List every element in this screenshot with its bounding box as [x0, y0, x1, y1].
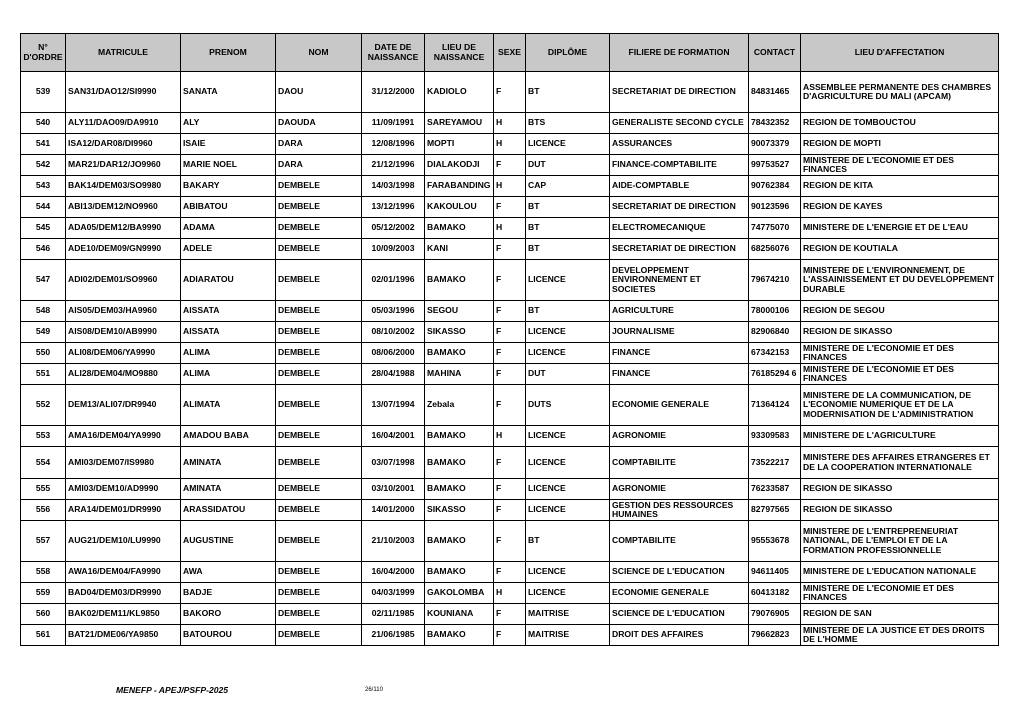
cell-contact: 71364124 [749, 385, 801, 426]
cell-date-naissance: 14/03/1998 [362, 176, 425, 197]
cell-filiere: FINANCE [610, 364, 749, 385]
cell-diplome: BTS [526, 113, 610, 134]
cell-lieu-naissance: MAHINA [425, 364, 494, 385]
cell-contact: 73522217 [749, 447, 801, 479]
cell-lieu-naissance: KANI [425, 239, 494, 260]
cell-sexe: F [494, 364, 526, 385]
table-row [21, 625, 999, 646]
cell-prenom: AMADOU BABA [181, 426, 276, 447]
cell-ordre: 551 [21, 364, 66, 385]
cell-affectation: REGION DE KITA [801, 176, 999, 197]
cell-filiere: ECONOMIE GENERALE [610, 385, 749, 426]
cell-matricule: AMI03/DEM10/AD9990 [66, 479, 181, 500]
cell-affectation: MINISTERE DE LA JUSTICE ET DES DROITS DE L'HOMME [801, 625, 999, 646]
table-row [21, 604, 999, 625]
table-header-row [21, 34, 999, 72]
table-row [21, 72, 999, 113]
cell-diplome: BT [526, 218, 610, 239]
cell-lieu-naissance: BAMAKO [425, 426, 494, 447]
table-row [21, 343, 999, 364]
cell-prenom: ALIMA [181, 364, 276, 385]
cell-prenom: SANATA [181, 72, 276, 113]
cell-prenom: ALIMA [181, 343, 276, 364]
footer-reference: MENEFP - APEJ/PSFP-2025 [116, 685, 229, 695]
cell-affectation: REGION DE MOPTI [801, 134, 999, 155]
cell-matricule: ALI08/DEM06/YA9990 [66, 343, 181, 364]
cell-sexe: F [494, 447, 526, 479]
cell-matricule: ADE10/DEM09/GN9990 [66, 239, 181, 260]
cell-date-naissance: 02/11/1985 [362, 604, 425, 625]
cell-contact: 79674210 [749, 260, 801, 301]
cell-matricule: ARA14/DEM01/DR9990 [66, 500, 181, 521]
cell-ordre: 539 [21, 72, 66, 113]
cell-filiere: AGRONOMIE [610, 479, 749, 500]
cell-date-naissance: 10/09/2003 [362, 239, 425, 260]
cell-matricule: BAT21/DME06/YA9850 [66, 625, 181, 646]
cell-contact: 67342153 [749, 343, 801, 364]
cell-prenom: BADJE [181, 583, 276, 604]
cell-date-naissance: 05/03/1996 [362, 301, 425, 322]
cell-ordre: 544 [21, 197, 66, 218]
cell-prenom: ALY [181, 113, 276, 134]
cell-filiere: GESTION DES RESSOURCES HUMAINES [610, 500, 749, 521]
table-row [21, 301, 999, 322]
cell-filiere: COMPTABILITE [610, 521, 749, 562]
table-row [21, 197, 999, 218]
cell-affectation: REGION DE KAYES [801, 197, 999, 218]
header-diplome: DIPLÔME [526, 34, 610, 72]
cell-affectation: REGION DE SAN [801, 604, 999, 625]
cell-ordre: 560 [21, 604, 66, 625]
cell-nom: DEMBELE [276, 301, 362, 322]
cell-sexe: F [494, 479, 526, 500]
cell-matricule: DEM13/ALI07/DR9940 [66, 385, 181, 426]
cell-date-naissance: 13/12/1996 [362, 197, 425, 218]
cell-ordre: 550 [21, 343, 66, 364]
cell-diplome: BT [526, 197, 610, 218]
cell-filiere: ECONOMIE GENERALE [610, 583, 749, 604]
cell-nom: DEMBELE [276, 562, 362, 583]
cell-contact: 60413182 [749, 583, 801, 604]
cell-ordre: 546 [21, 239, 66, 260]
cell-date-naissance: 13/07/1994 [362, 385, 425, 426]
cell-nom: DEMBELE [276, 521, 362, 562]
cell-contact: 84831465 [749, 72, 801, 113]
roster-table [20, 33, 999, 646]
cell-lieu-naissance: BAMAKO [425, 343, 494, 364]
cell-contact: 90123596 [749, 197, 801, 218]
cell-prenom: AMINATA [181, 479, 276, 500]
cell-prenom: AWA [181, 562, 276, 583]
cell-date-naissance: 03/10/2001 [362, 479, 425, 500]
cell-matricule: AUG21/DEM10/LU9990 [66, 521, 181, 562]
cell-filiere: AIDE-COMPTABLE [610, 176, 749, 197]
cell-affectation: MINISTERE DE L'ENERGIE ET DE L'EAU [801, 218, 999, 239]
cell-lieu-naissance: BAMAKO [425, 625, 494, 646]
header-ordre: N° D'ORDRE [21, 34, 66, 72]
cell-ordre: 545 [21, 218, 66, 239]
cell-ordre: 541 [21, 134, 66, 155]
cell-prenom: AISSATA [181, 322, 276, 343]
cell-diplome: DUTS [526, 385, 610, 426]
table-row [21, 583, 999, 604]
cell-matricule: AIS05/DEM03/HA9960 [66, 301, 181, 322]
header-contact: CONTACT [749, 34, 801, 72]
table-row [21, 426, 999, 447]
cell-contact: 68256076 [749, 239, 801, 260]
cell-nom: DEMBELE [276, 625, 362, 646]
cell-sexe: H [494, 583, 526, 604]
cell-diplome: DUT [526, 364, 610, 385]
cell-affectation: MINISTERE DE L'ECONOMIE ET DES FINANCES [801, 364, 999, 385]
cell-contact: 79076905 [749, 604, 801, 625]
cell-prenom: BAKORO [181, 604, 276, 625]
cell-nom: DEMBELE [276, 176, 362, 197]
cell-date-naissance: 16/04/2000 [362, 562, 425, 583]
cell-filiere: SECRETARIAT DE DIRECTION [610, 197, 749, 218]
cell-ordre: 554 [21, 447, 66, 479]
cell-matricule: ADA05/DEM12/BA9990 [66, 218, 181, 239]
cell-contact: 95553678 [749, 521, 801, 562]
table-row [21, 155, 999, 176]
cell-contact: 76185294 6 [749, 364, 801, 385]
cell-sexe: F [494, 239, 526, 260]
table-row [21, 447, 999, 479]
cell-filiere: ASSURANCES [610, 134, 749, 155]
cell-sexe: F [494, 155, 526, 176]
cell-diplome: MAITRISE [526, 604, 610, 625]
cell-nom: DEMBELE [276, 604, 362, 625]
table-row [21, 322, 999, 343]
cell-diplome: LICENCE [526, 479, 610, 500]
header-lieu-naissance: LIEU DE NAISSANCE [425, 34, 494, 72]
header-nom: NOM [276, 34, 362, 72]
cell-contact: 82797565 [749, 500, 801, 521]
table-row [21, 364, 999, 385]
cell-contact: 90762384 [749, 176, 801, 197]
cell-matricule: SAN31/DAO12/SI9990 [66, 72, 181, 113]
cell-filiere: AGRONOMIE [610, 426, 749, 447]
cell-lieu-naissance: KOUNIANA [425, 604, 494, 625]
cell-filiere: DROIT DES AFFAIRES [610, 625, 749, 646]
cell-matricule: ABI13/DEM12/NO9960 [66, 197, 181, 218]
cell-nom: DEMBELE [276, 426, 362, 447]
cell-filiere: AGRICULTURE [610, 301, 749, 322]
cell-prenom: ARASSIDATOU [181, 500, 276, 521]
cell-date-naissance: 04/03/1999 [362, 583, 425, 604]
cell-matricule: ISA12/DAR08/DI9960 [66, 134, 181, 155]
cell-diplome: LICENCE [526, 426, 610, 447]
cell-nom: DAOU [276, 72, 362, 113]
cell-sexe: F [494, 521, 526, 562]
cell-affectation: ASSEMBLEE PERMANENTE DES CHAMBRES D'AGRICULTURE DU MALI (APCAM) [801, 72, 999, 113]
cell-matricule: MAR21/DAR12/JO9960 [66, 155, 181, 176]
cell-prenom: ADAMA [181, 218, 276, 239]
cell-lieu-naissance: FARABANDING [425, 176, 494, 197]
cell-ordre: 552 [21, 385, 66, 426]
page-number: 26/110 [365, 687, 383, 693]
cell-nom: DARA [276, 155, 362, 176]
cell-lieu-naissance: BAMAKO [425, 521, 494, 562]
cell-diplome: LICENCE [526, 134, 610, 155]
cell-prenom: ADELE [181, 239, 276, 260]
cell-filiere: SECRETARIAT DE DIRECTION [610, 239, 749, 260]
cell-ordre: 542 [21, 155, 66, 176]
cell-sexe: F [494, 72, 526, 113]
table-body [21, 72, 999, 646]
cell-filiere: SCIENCE DE L'EDUCATION [610, 562, 749, 583]
cell-nom: DEMBELE [276, 343, 362, 364]
table-row [21, 479, 999, 500]
cell-nom: DEMBELE [276, 479, 362, 500]
cell-matricule: ADI02/DEM01/SO9960 [66, 260, 181, 301]
cell-nom: DEMBELE [276, 385, 362, 426]
cell-diplome: LICENCE [526, 583, 610, 604]
cell-ordre: 561 [21, 625, 66, 646]
table-row [21, 134, 999, 155]
cell-date-naissance: 11/09/1991 [362, 113, 425, 134]
cell-sexe: F [494, 197, 526, 218]
cell-prenom: ADIARATOU [181, 260, 276, 301]
cell-prenom: AUGUSTINE [181, 521, 276, 562]
cell-date-naissance: 02/01/1996 [362, 260, 425, 301]
cell-nom: DEMBELE [276, 583, 362, 604]
cell-ordre: 547 [21, 260, 66, 301]
cell-filiere: FINANCE-COMPTABILITE [610, 155, 749, 176]
cell-affectation: MINISTERE DES AFFAIRES ETRANGERES ET DE LA COOPERATION INTERNATIONALE [801, 447, 999, 479]
table-row [21, 113, 999, 134]
cell-ordre: 553 [21, 426, 66, 447]
cell-ordre: 549 [21, 322, 66, 343]
cell-nom: DEMBELE [276, 260, 362, 301]
cell-matricule: AMA16/DEM04/YA9990 [66, 426, 181, 447]
cell-lieu-naissance: BAMAKO [425, 260, 494, 301]
cell-lieu-naissance: SEGOU [425, 301, 494, 322]
cell-filiere: DEVELOPPEMENT ENVIRONNEMENT ET SOCIETES [610, 260, 749, 301]
cell-affectation: MINISTERE DE L'ECONOMIE ET DES FINANCES [801, 343, 999, 364]
cell-diplome: BT [526, 72, 610, 113]
cell-filiere: ELECTROMECANIQUE [610, 218, 749, 239]
cell-nom: DEMBELE [276, 322, 362, 343]
cell-date-naissance: 08/06/2000 [362, 343, 425, 364]
cell-matricule: AMI03/DEM07/IS9980 [66, 447, 181, 479]
cell-lieu-naissance: SIKASSO [425, 322, 494, 343]
cell-prenom: BATOUROU [181, 625, 276, 646]
cell-prenom: MARIE NOEL [181, 155, 276, 176]
cell-ordre: 557 [21, 521, 66, 562]
cell-lieu-naissance: SIKASSO [425, 500, 494, 521]
cell-nom: DEMBELE [276, 239, 362, 260]
cell-diplome: CAP [526, 176, 610, 197]
cell-sexe: F [494, 604, 526, 625]
cell-contact: 78432352 [749, 113, 801, 134]
cell-diplome: BT [526, 239, 610, 260]
table-row [21, 260, 999, 301]
cell-affectation: REGION DE SIKASSO [801, 479, 999, 500]
cell-filiere: SECRETARIAT DE DIRECTION [610, 72, 749, 113]
cell-ordre: 556 [21, 500, 66, 521]
cell-affectation: MINISTERE DE L'ECONOMIE ET DES FINANCES [801, 155, 999, 176]
cell-matricule: BAK02/DEM11/KL9850 [66, 604, 181, 625]
cell-affectation: MINISTERE DE L'AGRICULTURE [801, 426, 999, 447]
cell-diplome: LICENCE [526, 500, 610, 521]
cell-date-naissance: 21/06/1985 [362, 625, 425, 646]
cell-diplome: MAITRISE [526, 625, 610, 646]
cell-date-naissance: 21/10/2003 [362, 521, 425, 562]
cell-prenom: ALIMATA [181, 385, 276, 426]
cell-lieu-naissance: DIALAKODJI [425, 155, 494, 176]
cell-affectation: REGION DE TOMBOUCTOU [801, 113, 999, 134]
table-row [21, 562, 999, 583]
cell-nom: DEMBELE [276, 197, 362, 218]
cell-diplome: LICENCE [526, 343, 610, 364]
cell-contact: 76233587 [749, 479, 801, 500]
cell-sexe: F [494, 562, 526, 583]
cell-sexe: F [494, 625, 526, 646]
cell-lieu-naissance: MOPTI [425, 134, 494, 155]
cell-nom: DEMBELE [276, 447, 362, 479]
cell-filiere: JOURNALISME [610, 322, 749, 343]
cell-date-naissance: 08/10/2002 [362, 322, 425, 343]
cell-date-naissance: 03/07/1998 [362, 447, 425, 479]
cell-lieu-naissance: SAREYAMOU [425, 113, 494, 134]
cell-affectation: MINISTERE DE L'EDUCATION NATIONALE [801, 562, 999, 583]
header-sexe: SEXE [494, 34, 526, 72]
cell-sexe: H [494, 426, 526, 447]
cell-ordre: 559 [21, 583, 66, 604]
cell-affectation: MINISTERE DE L'ENVIRONNEMENT, DE L'ASSAINISSEMENT ET DU DEVELOPPEMENT DURABLE [801, 260, 999, 301]
cell-contact: 93309583 [749, 426, 801, 447]
cell-contact: 94611405 [749, 562, 801, 583]
cell-sexe: H [494, 218, 526, 239]
cell-diplome: LICENCE [526, 322, 610, 343]
cell-nom: DEMBELE [276, 364, 362, 385]
cell-contact: 90073379 [749, 134, 801, 155]
cell-contact: 82906840 [749, 322, 801, 343]
cell-ordre: 558 [21, 562, 66, 583]
cell-lieu-naissance: BAMAKO [425, 447, 494, 479]
cell-prenom: AISSATA [181, 301, 276, 322]
cell-nom: DAOUDA [276, 113, 362, 134]
cell-nom: DEMBELE [276, 500, 362, 521]
cell-diplome: BT [526, 301, 610, 322]
cell-matricule: AIS08/DEM10/AB9990 [66, 322, 181, 343]
cell-matricule: AWA16/DEM04/FA9990 [66, 562, 181, 583]
cell-diplome: LICENCE [526, 447, 610, 479]
cell-contact: 74775070 [749, 218, 801, 239]
cell-sexe: F [494, 322, 526, 343]
table-row [21, 500, 999, 521]
cell-affectation: MINISTERE DE L'ENTREPRENEURIAT NATIONAL, DE L'EMPLOI ET DE LA FORMATION PROFESSIONNELLE [801, 521, 999, 562]
cell-date-naissance: 14/01/2000 [362, 500, 425, 521]
cell-date-naissance: 28/04/1988 [362, 364, 425, 385]
table-row [21, 239, 999, 260]
cell-prenom: ISAIE [181, 134, 276, 155]
cell-contact: 78000106 [749, 301, 801, 322]
cell-diplome: LICENCE [526, 260, 610, 301]
cell-sexe: F [494, 301, 526, 322]
cell-matricule: ALI28/DEM04/MO9880 [66, 364, 181, 385]
cell-affectation: MINISTERE DE L'ECONOMIE ET DES FINANCES [801, 583, 999, 604]
cell-date-naissance: 21/12/1996 [362, 155, 425, 176]
cell-nom: DEMBELE [276, 218, 362, 239]
cell-date-naissance: 12/08/1996 [362, 134, 425, 155]
table-row [21, 385, 999, 426]
cell-lieu-naissance: BAMAKO [425, 218, 494, 239]
cell-sexe: H [494, 176, 526, 197]
cell-diplome: DUT [526, 155, 610, 176]
cell-sexe: H [494, 134, 526, 155]
cell-ordre: 543 [21, 176, 66, 197]
cell-filiere: FINANCE [610, 343, 749, 364]
header-filiere: FILIERE DE FORMATION [610, 34, 749, 72]
header-date-naissance: DATE DE NAISSANCE [362, 34, 425, 72]
cell-ordre: 540 [21, 113, 66, 134]
table-row [21, 218, 999, 239]
cell-contact: 79662823 [749, 625, 801, 646]
cell-date-naissance: 16/04/2001 [362, 426, 425, 447]
header-prenom: PRENOM [181, 34, 276, 72]
table-row [21, 521, 999, 562]
cell-affectation: REGION DE SIKASSO [801, 500, 999, 521]
cell-sexe: F [494, 260, 526, 301]
cell-matricule: ALY11/DAO09/DA9910 [66, 113, 181, 134]
cell-lieu-naissance: KADIOLO [425, 72, 494, 113]
cell-filiere: SCIENCE DE L'EDUCATION [610, 604, 749, 625]
cell-lieu-naissance: Zebala [425, 385, 494, 426]
cell-matricule: BAD04/DEM03/DR9990 [66, 583, 181, 604]
cell-affectation: MINISTERE DE LA COMMUNICATION, DE L'ECONOMIE NUMERIQUE ET DE LA MODERNISATION DE L'ADMINISTRATION [801, 385, 999, 426]
table-row [21, 176, 999, 197]
header-matricule: MATRICULE [66, 34, 181, 72]
cell-date-naissance: 31/12/2000 [362, 72, 425, 113]
cell-lieu-naissance: BAMAKO [425, 479, 494, 500]
cell-ordre: 548 [21, 301, 66, 322]
cell-prenom: BAKARY [181, 176, 276, 197]
cell-prenom: ABIBATOU [181, 197, 276, 218]
cell-lieu-naissance: GAKOLOMBA [425, 583, 494, 604]
cell-prenom: AMINATA [181, 447, 276, 479]
cell-date-naissance: 05/12/2002 [362, 218, 425, 239]
cell-diplome: LICENCE [526, 562, 610, 583]
cell-contact: 99753527 [749, 155, 801, 176]
cell-diplome: BT [526, 521, 610, 562]
cell-filiere: COMPTABILITE [610, 447, 749, 479]
cell-sexe: F [494, 500, 526, 521]
cell-lieu-naissance: BAMAKO [425, 562, 494, 583]
cell-filiere: GENERALISTE SECOND CYCLE [610, 113, 749, 134]
cell-lieu-naissance: KAKOULOU [425, 197, 494, 218]
cell-sexe: H [494, 113, 526, 134]
header-affectation: LIEU D'AFFECTATION [801, 34, 999, 72]
cell-sexe: F [494, 385, 526, 426]
cell-affectation: REGION DE SIKASSO [801, 322, 999, 343]
cell-affectation: REGION DE SEGOU [801, 301, 999, 322]
cell-matricule: BAK14/DEM03/SO9980 [66, 176, 181, 197]
cell-sexe: F [494, 343, 526, 364]
cell-ordre: 555 [21, 479, 66, 500]
cell-affectation: REGION DE KOUTIALA [801, 239, 999, 260]
cell-nom: DARA [276, 134, 362, 155]
